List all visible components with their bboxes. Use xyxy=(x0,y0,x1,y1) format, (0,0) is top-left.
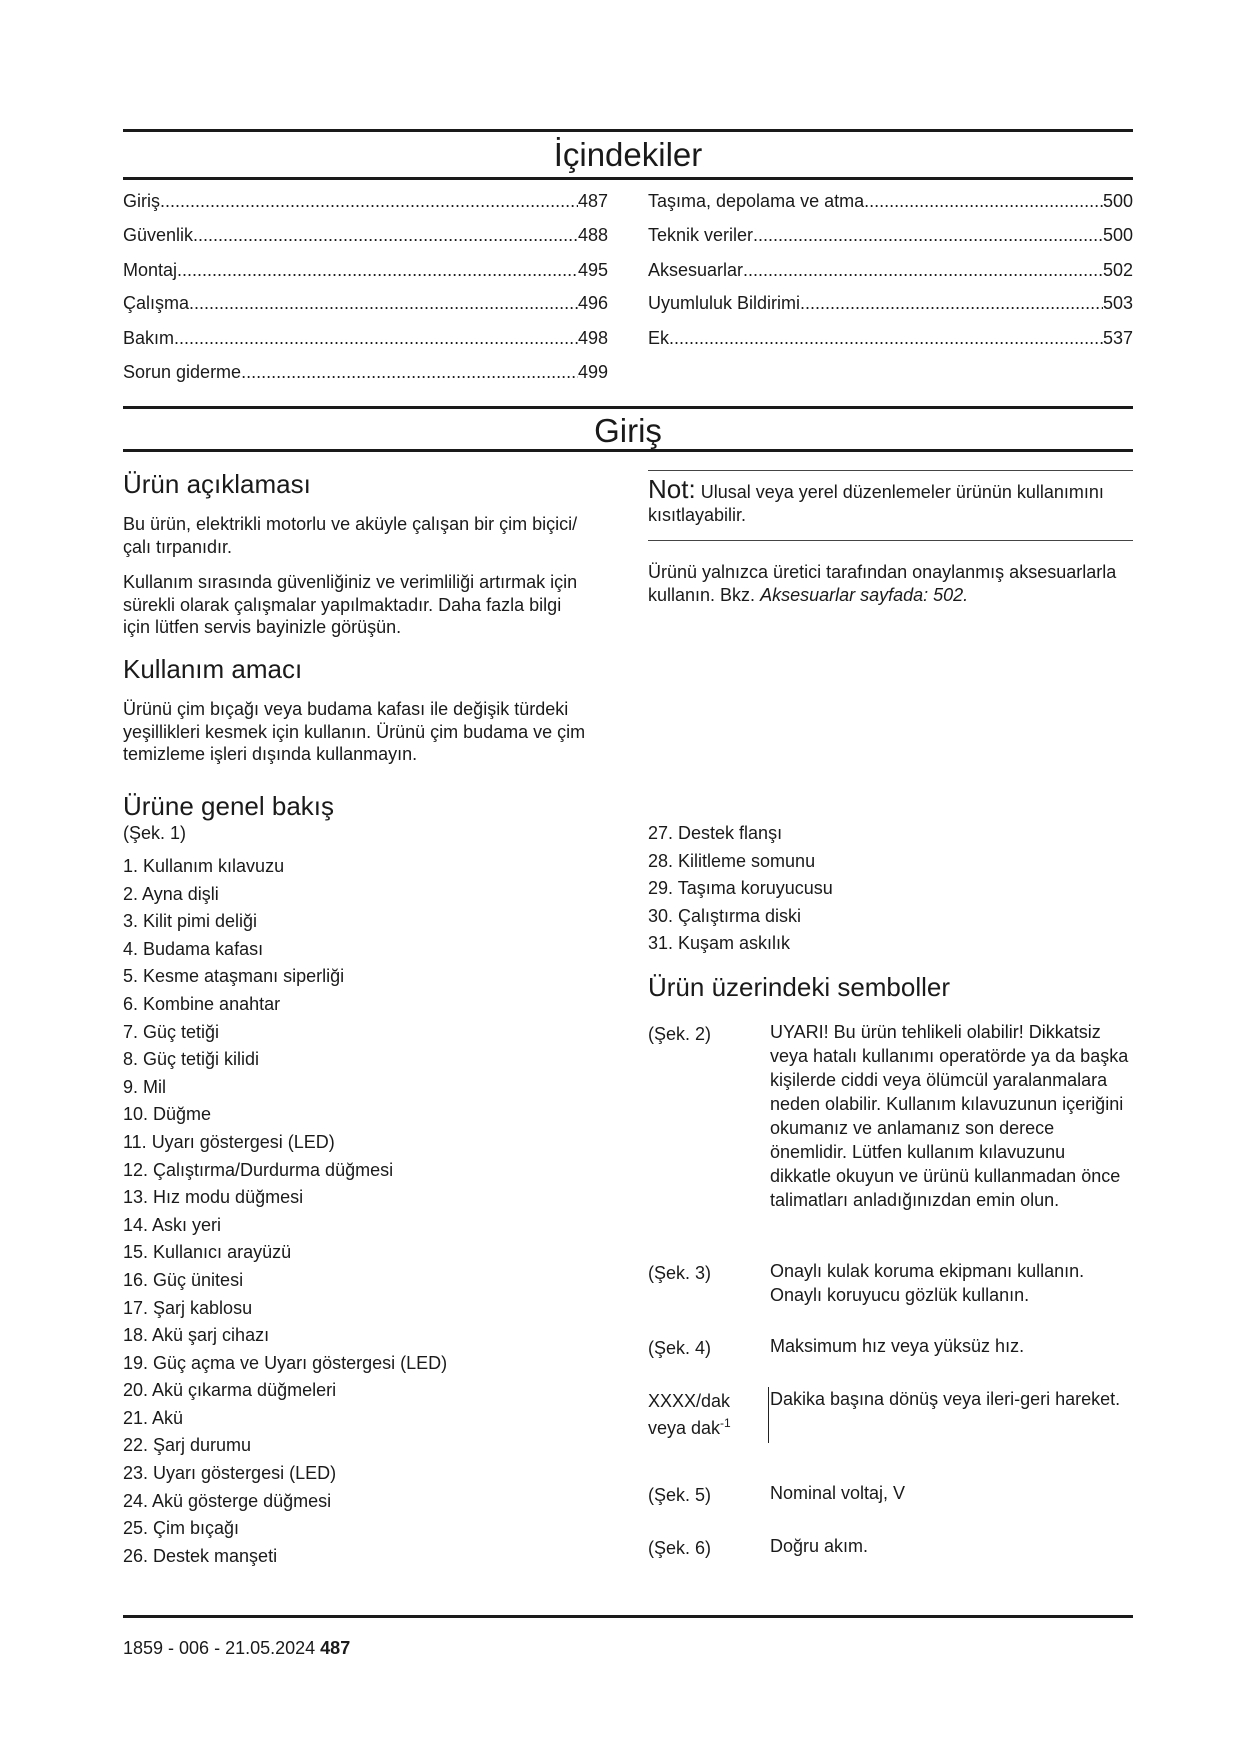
toc-entry-bakim[interactable]: Bakım ..... 498 xyxy=(123,327,608,349)
list-item: 5. Kesme ataşmanı siperliği xyxy=(123,966,345,987)
toc-entry-tasima[interactable]: Taşıma, depolama ve atma ..... 500 xyxy=(648,190,1133,212)
symbol-text-2: UYARI! Bu ürün tehlikeli olabilir! Dikkatsiz veya hatalı kullanımı operatörde ya da başka kişilerde ciddi veya ölümcül yaralanmalara neden olabilir. Kullanım kılavuzunun içeriğini okumanız ve anlamanız son derece önemlidir. Lütfen kullanım kılavuzunu dikkatle okuyun ve ürünü kullanmadan önce talimatları anladığınızdan emin olun. xyxy=(770,1022,1129,1210)
list-item: 22. Şarj durumu xyxy=(123,1435,252,1456)
toc-entry-uyumluluk[interactable]: Uyumluluk Bildirimi ..... 503 xyxy=(648,292,1133,314)
footer xyxy=(123,1637,350,1659)
list-item: 2. Ayna dişli xyxy=(123,883,219,904)
rpm-superscript: -1 xyxy=(720,1416,731,1430)
intended-use-p1: Ürünü çim bıçağı veya budama kafası ile değişik türdeki yeşillikleri kesmek için kullanın. Ürünü çim budama ve çim temizleme işleri dışında kullanmayın. xyxy=(123,699,586,764)
rpm-divider xyxy=(768,1387,769,1443)
symbol-ref-4: (Şek. 4) xyxy=(648,1338,712,1358)
list-item: 23. Uyarı göstergesi (LED) xyxy=(123,1463,337,1484)
list-item: 3. Kilit pimi deliği xyxy=(123,911,258,932)
list-item: 9. Mil xyxy=(123,1076,167,1097)
note-top-rule xyxy=(648,470,1133,471)
note-box xyxy=(648,474,1118,526)
product-description-p2: Kullanım sırasında güvenliğiniz ve verimliliği artırmak için sürekli olarak çalışmalar yapılmaktadır. Daha fazla bilgi için lütfen servis bayinizle görüşün. xyxy=(123,572,578,637)
list-item: 4. Budama kafası xyxy=(123,938,264,959)
note-text: Ulusal veya yerel düzenlemeler ürünün kullanımını kısıtlayabilir. xyxy=(648,482,1104,525)
symbol-ref-5: (Şek. 5) xyxy=(648,1485,712,1505)
list-item: 10. Düğme xyxy=(123,1104,212,1125)
list-item: 11. Uyarı göstergesi (LED) xyxy=(123,1131,335,1152)
overview-list-left xyxy=(123,853,603,1570)
toc-entry-teknik-veriler[interactable]: Teknik veriler ..... 500 xyxy=(648,224,1133,246)
list-item: 7. Güç tetiği xyxy=(123,1021,220,1042)
toc-top-rule xyxy=(123,129,1133,132)
symbol-text-6: Doğru akım. xyxy=(770,1536,869,1556)
intro-title: Giriş xyxy=(594,412,662,449)
accessories-paragraph xyxy=(648,561,1128,606)
intro-bottom-rule xyxy=(123,449,1133,452)
overview-ref: (Şek. 1) xyxy=(123,823,187,843)
list-item: 1. Kullanım kılavuzu xyxy=(123,856,285,876)
product-description-p1: Bu ürün, elektrikli motorlu ve aküyle çalışan bir çim biçici/çalı tırpanıdır. xyxy=(123,514,578,557)
toc-entry-sorun-giderme[interactable]: Sorun giderme ..... 499 xyxy=(123,361,608,383)
list-item: 18. Akü şarj cihazı xyxy=(123,1325,270,1346)
list-item: 12. Çalıştırma/Durdurma düğmesi xyxy=(123,1159,394,1180)
accessories-text: Ürünü yalnızca üretici tarafından onaylanmış aksesuarlarla kullanın. Bkz. xyxy=(648,562,1117,605)
product-description-heading: Ürün açıklaması xyxy=(123,469,311,499)
list-item: 27. Destek flanşı xyxy=(648,823,783,843)
list-item: 30. Çalıştırma diski xyxy=(648,905,802,926)
symbol-ref-6: (Şek. 6) xyxy=(648,1538,712,1558)
symbols-heading: Ürün üzerindeki semboller xyxy=(648,972,951,1002)
toc-entry-calisma[interactable]: Çalışma ..... 496 xyxy=(123,292,608,314)
footer-rule xyxy=(123,1615,1133,1618)
footer-page-number: 487 xyxy=(320,1638,351,1658)
symbol-text-rpm: Dakika başına dönüş veya ileri-geri hareket. xyxy=(770,1389,1121,1409)
list-item: 17. Şarj kablosu xyxy=(123,1297,253,1318)
list-item: 8. Güç tetiği kilidi xyxy=(123,1049,260,1070)
list-item: 31. Kuşam askılık xyxy=(648,933,791,954)
footer-doc-id: 1859 - 006 - 21.05.2024 xyxy=(123,1638,316,1658)
list-item: 13. Hız modu düğmesi xyxy=(123,1187,304,1208)
list-item: 14. Askı yeri xyxy=(123,1214,222,1235)
overview-heading: Ürüne genel bakış xyxy=(123,791,335,821)
symbol-ref-2: (Şek. 2) xyxy=(648,1024,712,1044)
symbol-text-4: Maksimum hız veya yüksüz hız. xyxy=(770,1336,1025,1356)
toc-bottom-rule xyxy=(123,177,1133,180)
list-item: 6. Kombine anahtar xyxy=(123,993,281,1014)
symbol-text-5: Nominal voltaj, V xyxy=(770,1483,906,1503)
symbol-ref-3: (Şek. 3) xyxy=(648,1263,712,1283)
toc-entry-ek[interactable]: Ek ..... 537 xyxy=(648,327,1133,349)
toc-entry-montaj[interactable]: Montaj ..... 495 xyxy=(123,259,608,281)
list-item: 26. Destek manşeti xyxy=(123,1545,278,1566)
rpm-line1: XXXX/dak xyxy=(648,1391,731,1411)
intended-use-heading: Kullanım amacı xyxy=(123,654,303,684)
symbol-text-3: Onaylı kulak koruma ekipmanı kullanın. Onaylı koruyucu gözlük kullanın. xyxy=(770,1261,1085,1305)
rpm-line2: veya dak$^{-1}$ xyxy=(648,1416,731,1438)
toc-entry-aksesuarlar[interactable]: Aksesuarlar ..... 502 xyxy=(648,259,1133,281)
list-item: 20. Akü çıkarma düğmeleri xyxy=(123,1380,337,1401)
intro-top-rule xyxy=(123,406,1133,409)
list-item: 19. Güç açma ve Uyarı göstergesi (LED) xyxy=(123,1352,448,1373)
list-item: 25. Çim bıçağı xyxy=(123,1518,240,1539)
note-bottom-rule xyxy=(648,540,1133,541)
accessories-link[interactable]: Aksesuarlar sayfada: 502. xyxy=(760,584,969,605)
list-item: 21. Akü xyxy=(123,1407,184,1428)
list-item: 15. Kullanıcı arayüzü xyxy=(123,1242,292,1263)
list-item: 24. Akü gösterge düğmesi xyxy=(123,1490,332,1511)
list-item: 16. Güç ünitesi xyxy=(123,1269,244,1290)
toc-entry-giris[interactable]: Giriş ..... 487 xyxy=(123,190,608,212)
toc-title: İçindekiler xyxy=(553,136,703,173)
list-item: 28. Kilitleme somunu xyxy=(648,850,816,871)
list-item: 29. Taşıma koruyucusu xyxy=(648,878,833,899)
note-label: Not: xyxy=(648,474,696,504)
toc-entry-guvenlik[interactable]: Güvenlik ..... 488 xyxy=(123,224,608,246)
symbol-ref-rpm xyxy=(648,1390,731,1439)
overview-list-right xyxy=(648,820,1128,958)
